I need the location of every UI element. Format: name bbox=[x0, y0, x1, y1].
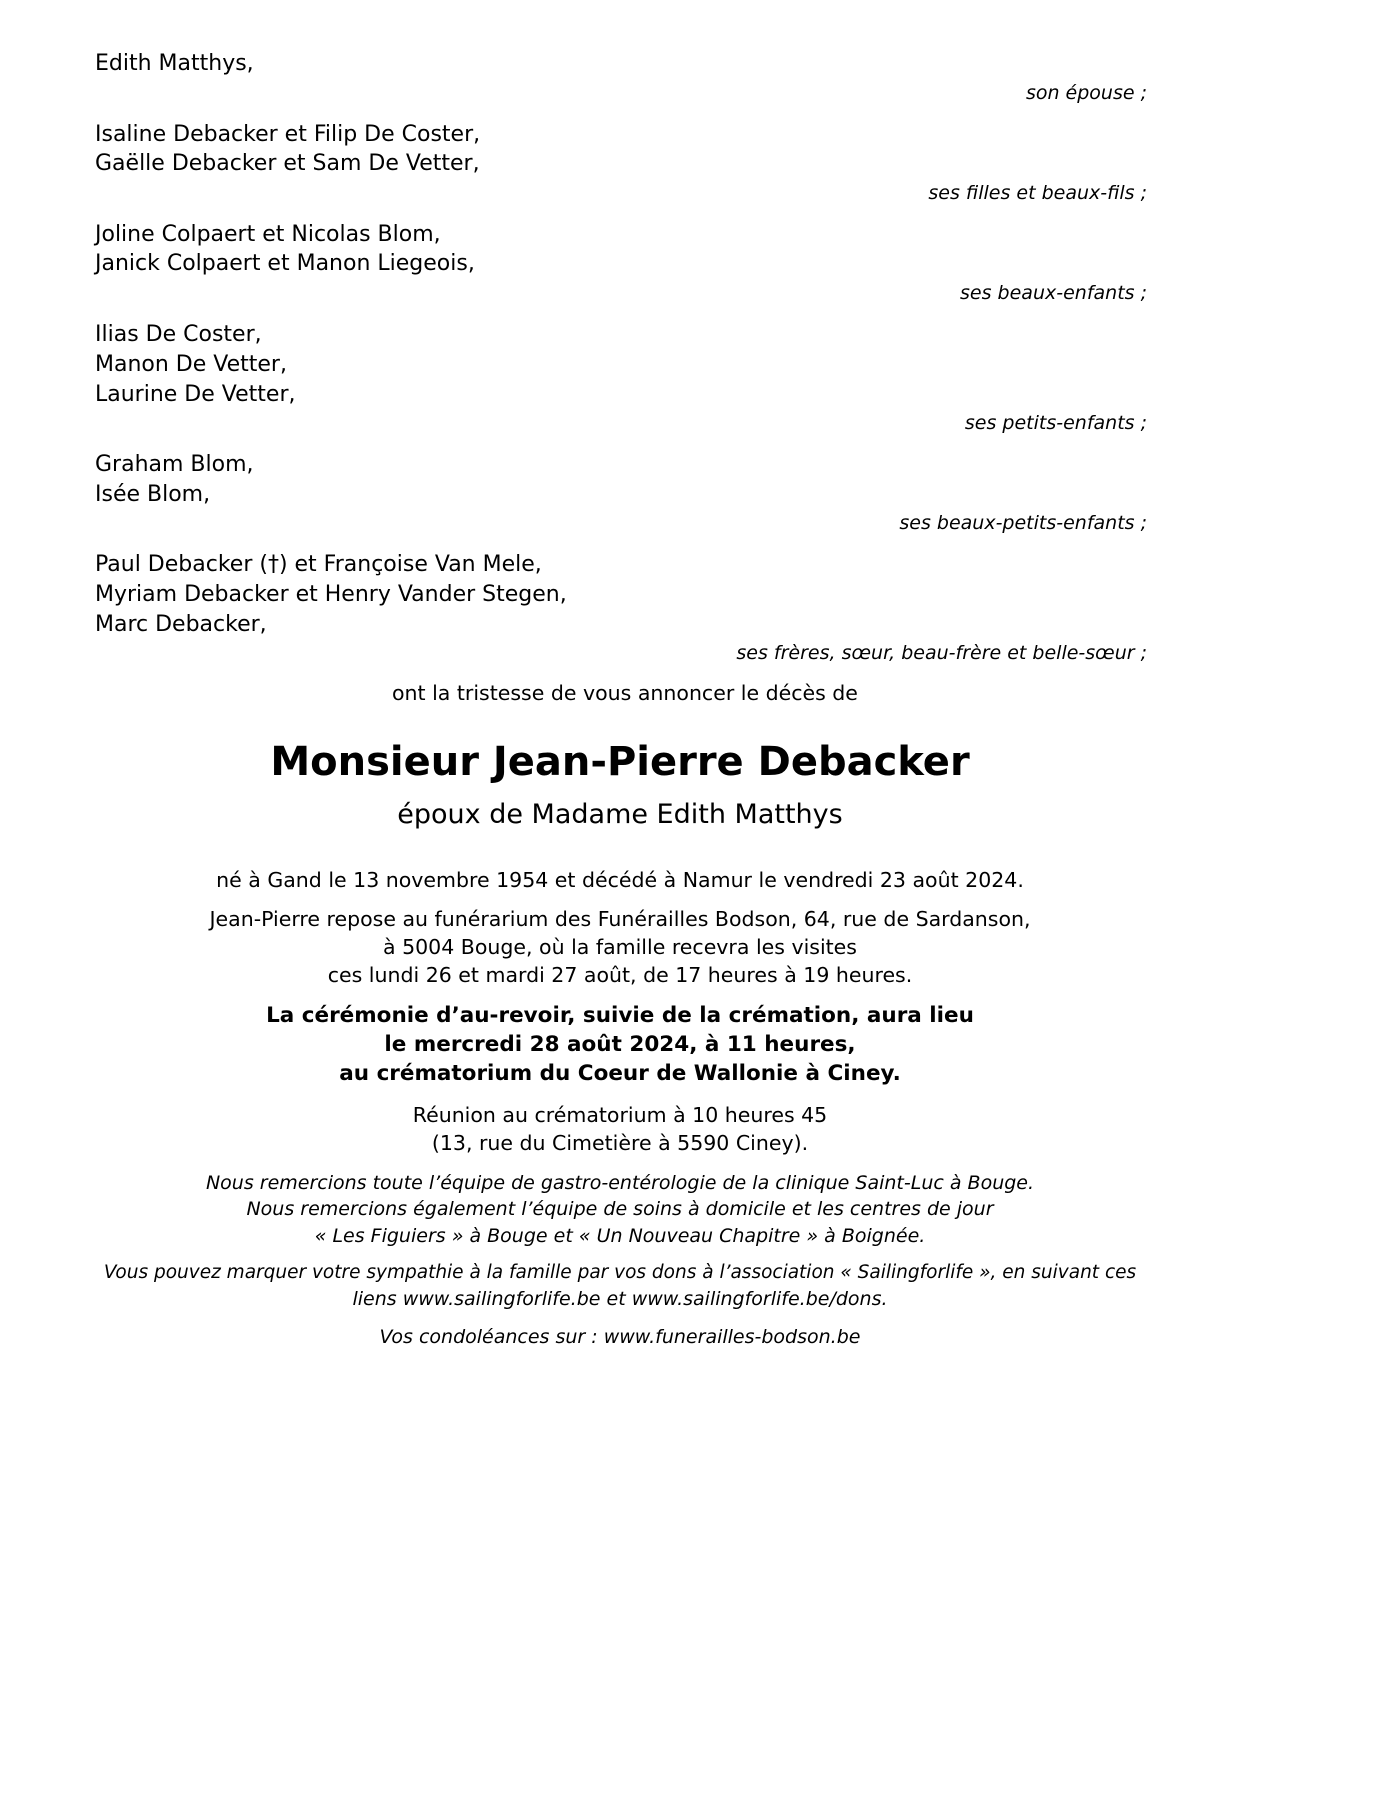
ceremony-line: La cérémonie d’au-revoir, suivie de la crémation, aura lieu bbox=[266, 1003, 974, 1028]
thanks-line: Nous remercions également l’équipe de soins à domicile et les centres de jour bbox=[246, 1198, 994, 1220]
visitation-line: Jean-Pierre repose au funérarium des Funérailles Bodson, 64, rue de Sardanson, bbox=[209, 907, 1031, 931]
family-name: Isée Blom, bbox=[95, 482, 211, 507]
condolences-line: Vos condoléances sur : www.funerailles-bodson.be bbox=[379, 1326, 861, 1348]
family-relation: ses petits-enfants ; bbox=[964, 412, 1147, 434]
deceased-name: Monsieur Jean-Pierre Debacker bbox=[270, 739, 970, 785]
family-name: Edith Matthys, bbox=[95, 51, 254, 76]
donation-line: Vous pouvez marquer votre sympathie à la famille par vos dons à l’association « Sailingforlife », en suivant ces bbox=[103, 1262, 1137, 1283]
donation-line: liens www.sailingforlife.be et www.sailingforlife.be/dons. bbox=[352, 1288, 888, 1310]
family-name: Manon De Vetter, bbox=[95, 352, 287, 377]
ceremony-line: au crématorium du Coeur de Wallonie à Ciney. bbox=[339, 1061, 901, 1086]
meeting-line: Réunion au crématorium à 10 heures 45 bbox=[412, 1103, 828, 1127]
birth-death-line: né à Gand le 13 novembre 1954 et décédé à Namur le vendredi 23 août 2024. bbox=[216, 868, 1024, 892]
family-name: Gaëlle Debacker et Sam De Vetter, bbox=[95, 151, 480, 176]
family-relation: ses filles et beaux-fils ; bbox=[928, 182, 1147, 204]
family-name: Ilias De Coster, bbox=[95, 322, 262, 347]
family-name: Janick Colpaert et Manon Liegeois, bbox=[95, 251, 475, 276]
family-name: Myriam Debacker et Henry Vander Stegen, bbox=[95, 582, 567, 607]
family-relation: ses frères, sœur, beau-frère et belle-sœur ; bbox=[736, 642, 1147, 664]
thanks-line: « Les Figuiers » à Bouge et « Un Nouveau Chapitre » à Boignée. bbox=[314, 1225, 926, 1247]
thanks-line: Nous remercions toute l’équipe de gastro-entérologie de la clinique Saint-Luc à Bouge. bbox=[205, 1172, 1035, 1194]
announcement: ont la tristesse de vous annoncer le décès de bbox=[392, 681, 858, 705]
family-name: Graham Blom, bbox=[95, 452, 254, 477]
family-name: Laurine De Vetter, bbox=[95, 382, 296, 407]
family-name: Marc Debacker, bbox=[95, 612, 267, 637]
family-relation: ses beaux-enfants ; bbox=[960, 282, 1147, 304]
family-name: Joline Colpaert et Nicolas Blom, bbox=[95, 222, 441, 247]
family-relation: ses beaux-petits-enfants ; bbox=[899, 512, 1147, 534]
family-name: Paul Debacker (†) et Françoise Van Mele, bbox=[95, 552, 542, 577]
visitation-line: à 5004 Bouge, où la famille recevra les visites bbox=[383, 935, 857, 959]
ceremony-line: le mercredi 28 août 2024, à 11 heures, bbox=[384, 1032, 856, 1057]
family-relation: son épouse ; bbox=[1025, 82, 1147, 104]
family-name: Isaline Debacker et Filip De Coster, bbox=[95, 122, 481, 147]
visitation-line: ces lundi 26 et mardi 27 août, de 17 heures à 19 heures. bbox=[327, 963, 913, 987]
spouse-line: époux de Madame Edith Matthys bbox=[397, 799, 843, 830]
meeting-line: (13, rue du Cimetière à 5590 Ciney). bbox=[431, 1131, 809, 1155]
